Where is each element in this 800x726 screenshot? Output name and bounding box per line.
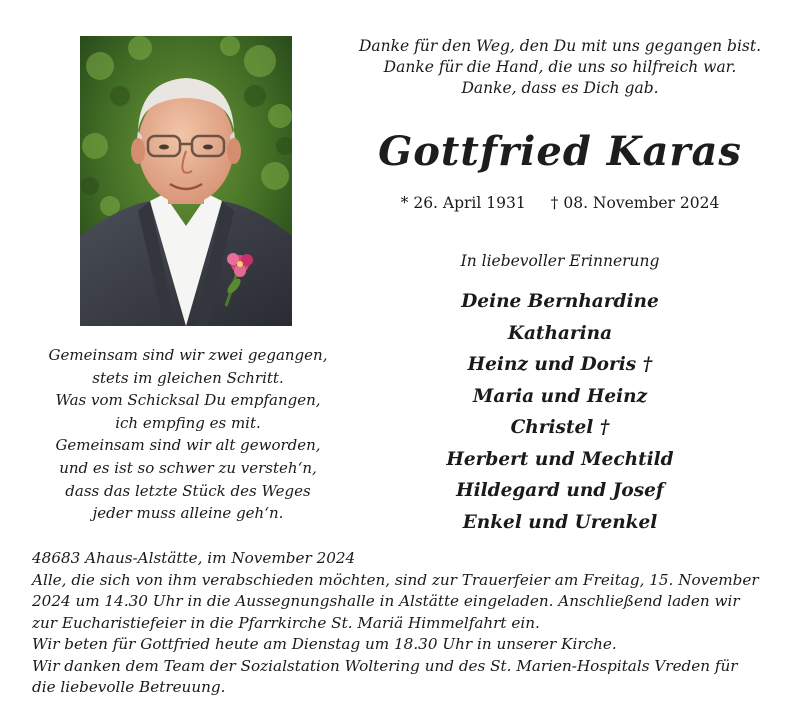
poem-line: Gemeinsam sind wir alt geworden, (55, 436, 321, 455)
notice-line: zur Eucharistiefeier in die Pfarrkirche St. Mariä Himmelfahrt ein. (32, 613, 540, 632)
family-member: Enkel und Urenkel (462, 511, 658, 533)
death-date: † 08. November 2024 (550, 194, 720, 212)
family-member: Deine Bernhardine (461, 291, 659, 312)
life-dates (300, 194, 800, 212)
notice-place-date: 48683 Ahaus-Alstätte, im November 2024 (32, 549, 356, 567)
deceased-name: Gottfried Karas (378, 128, 742, 175)
birth-date: * 26. April 1931 (400, 194, 526, 212)
family-list (400, 286, 720, 538)
family-member: Maria und Heinz (472, 385, 648, 407)
poem-line: Was vom Schicksal Du empfangen, (55, 391, 321, 410)
family-member: Christel † (510, 417, 610, 438)
motto-line-3: Danke, dass es Dich gab. (461, 79, 659, 97)
poem-line: dass das letzte Stück des Weges (65, 481, 311, 500)
poem-line: ich empfing es mit. (115, 413, 261, 432)
family-member: Katharina (507, 322, 613, 344)
poem-line: und es ist so schwer zu versteh‘n, (59, 458, 317, 477)
notice-line: Wir danken dem Team der Sozialstation Woltering und des St. Marien-Hospitals Vreden für (32, 656, 738, 675)
family-member: Herbert und Mechtild (446, 448, 674, 470)
motto (300, 36, 800, 99)
memory-heading: In liebevoller Erinnerung (460, 252, 660, 270)
poem (40, 344, 336, 525)
poem-line: stets im gleichen Schritt. (92, 368, 284, 387)
notice-line: 2024 um 14.30 Uhr in die Aussegnungshalle in Alstätte eingeladen. Anschließend laden wir (32, 592, 740, 610)
notice-line: Alle, die sich von ihm verabschieden möchten, sind zur Trauerfeier am Freitag, 15. November (32, 570, 759, 589)
notice-line: die liebevolle Betreuung. (32, 678, 226, 696)
poem-line: jeder muss alleine geh‘n. (92, 504, 284, 523)
poem-line: Gemeinsam sind wir zwei gegangen, (48, 346, 328, 364)
notice-line: Wir beten für Gottfried heute am Dienstag um 18.30 Uhr in unserer Kirche. (32, 635, 617, 653)
family-member: Heinz und Doris † (467, 354, 653, 375)
portrait-photo (80, 36, 292, 326)
motto-line-1: Danke für den Weg, den Du mit uns gegangen bist. (358, 37, 762, 55)
funeral-notice (32, 548, 784, 699)
family-member: Hildegard und Josef (456, 480, 664, 501)
motto-line-2: Danke für die Hand, die uns so hilfreich war. (383, 58, 737, 76)
